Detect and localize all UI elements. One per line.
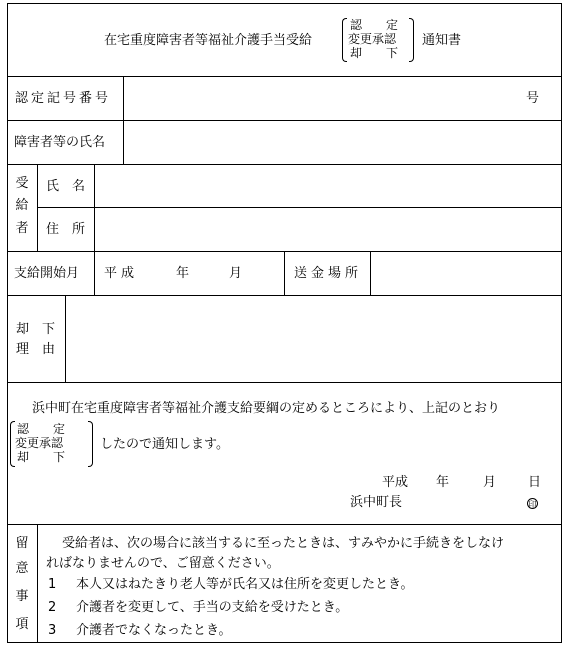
remarks-label-char: 留 xyxy=(15,536,29,551)
notice-date-year: 年 xyxy=(436,475,450,490)
remarks-label-char: 意 xyxy=(15,561,29,576)
remittance-field[interactable] xyxy=(371,252,561,295)
row-divider xyxy=(7,524,562,525)
start-year-unit: 年 xyxy=(176,266,190,281)
seal-icon: 印 xyxy=(528,500,537,509)
remarks-item-number: 3 xyxy=(48,623,57,638)
recipient-address-field[interactable] xyxy=(95,208,561,251)
recipient-label-char: 者 xyxy=(15,221,29,236)
disabled-name-label: 障害者等の氏名 xyxy=(14,135,106,150)
remarks-intro-line1: 受給者は、次の場合に該当するに至ったときは、すみやかに手続きをしなけ xyxy=(62,536,505,551)
recipient-name-field[interactable] xyxy=(95,165,561,207)
cert-number-suffix: 号 xyxy=(526,91,540,106)
remarks-label-char: 事 xyxy=(15,589,29,604)
remarks-item-text: 介護者を変更して、手当の支給を受けたとき。 xyxy=(76,600,349,615)
remarks-label-char: 項 xyxy=(15,617,29,632)
recipient-address-label: 住 所 xyxy=(46,222,86,237)
cert-number-label: 認定記号番号 xyxy=(15,91,112,106)
remittance-label: 送金場所 xyxy=(294,266,363,281)
title-brace-right xyxy=(409,18,414,62)
remarks-item-number: 2 xyxy=(48,600,57,615)
notice-sentence: 浜中町在宅重度障害者等福祉介護支給要綱の定めるところにより、上記のとおり xyxy=(32,401,501,416)
col-divider xyxy=(37,164,38,251)
notice-date-day: 日 xyxy=(528,475,542,490)
notice-brace-right xyxy=(88,421,93,467)
notice-date-era: 平成 xyxy=(382,475,409,490)
notice-option-reject: 却 下 xyxy=(17,450,66,464)
title-options xyxy=(348,19,410,61)
remarks-intro-line2: ればなりませんので、ご留意ください。 xyxy=(46,556,280,571)
col-divider xyxy=(37,524,38,643)
cert-number-field[interactable] xyxy=(124,77,561,120)
col-divider xyxy=(284,251,285,295)
notice-options xyxy=(15,423,89,465)
rejection-reason-label: 理 由 xyxy=(16,342,56,357)
notice-option-approve: 認 定 xyxy=(17,422,66,436)
start-month-label: 支給開始月 xyxy=(14,266,80,281)
title-option-approve: 認 定 xyxy=(350,18,399,32)
notice-date-month: 月 xyxy=(483,475,497,490)
title-brace-left xyxy=(342,18,347,62)
recipient-name-label: 氏 名 xyxy=(46,179,86,194)
recipient-label-char: 給 xyxy=(15,198,29,213)
title-prefix: 在宅重度障害者等福祉介護手当受給 xyxy=(104,33,313,48)
recipient-label-char: 受 xyxy=(15,176,29,191)
row-divider xyxy=(7,382,562,383)
title-option-reject: 却 下 xyxy=(350,46,399,60)
rejection-reason-label: 却 下 xyxy=(16,322,56,337)
remarks-item-text: 介護者でなくなったとき。 xyxy=(76,623,232,638)
remarks-item-text: 本人又はねたきり老人等が氏名又は住所を変更したとき。 xyxy=(76,577,414,592)
notice-option-change: 変更承認 xyxy=(15,436,64,450)
start-era: 平成 xyxy=(104,266,139,281)
title-suffix: 通知書 xyxy=(422,33,462,48)
disabled-name-field[interactable] xyxy=(124,121,561,164)
notice-sentence-end: したので通知します。 xyxy=(100,437,229,452)
remarks-item-number: 1 xyxy=(48,577,57,592)
start-month-unit: 月 xyxy=(229,266,243,281)
rejection-reason-field[interactable] xyxy=(66,296,561,382)
title-option-change: 変更承認 xyxy=(348,32,397,46)
notice-signer: 浜中町長 xyxy=(350,495,403,510)
